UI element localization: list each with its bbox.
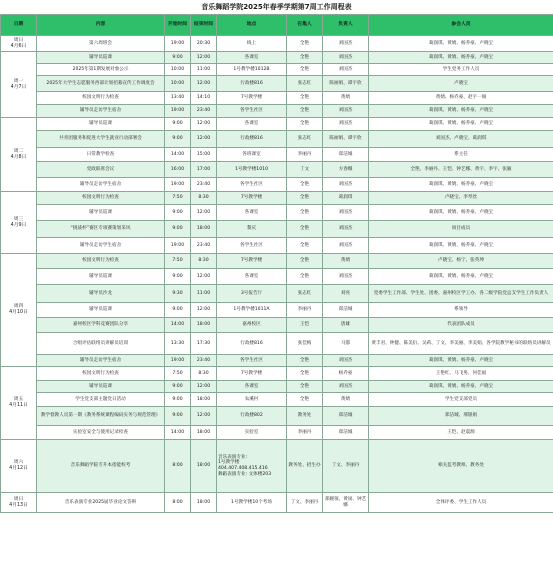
schedule-title: 音乐舞蹈学院2025年春季学期第7周工作周程表 <box>0 0 553 14</box>
event-attendees: 代表团队成员 <box>369 318 553 333</box>
event-start-time: 7:50 <box>165 192 191 205</box>
table-row <box>1 254 553 269</box>
event-location: 各课室 <box>217 118 287 131</box>
event-attendees: 葛润琪、黄婧、杨乔豪、卢晓宝 <box>369 105 553 118</box>
event-start-time: 9:00 <box>165 221 191 238</box>
event-host: 全艳 <box>287 393 323 407</box>
event-start-time: 19:00 <box>165 355 191 367</box>
event-start-time: 9:00 <box>165 393 191 407</box>
event-attendees: 系领导 <box>369 303 553 318</box>
event-end-time: 18:00 <box>191 221 217 238</box>
event-host: 全艳 <box>287 192 323 205</box>
day-date: 4月7日 <box>10 84 27 90</box>
event-start-time: 9:00 <box>165 381 191 393</box>
event-start-time: 9:00 <box>165 205 191 221</box>
table-row <box>1 76 553 92</box>
event-content: 辅导员走访学生宿舍 <box>37 178 165 192</box>
event-lead: 刘国杰 <box>323 381 369 393</box>
event-content: 辅导员巡课 <box>37 118 165 131</box>
table-row <box>1 221 553 238</box>
event-lead: 刘国杰 <box>323 238 369 254</box>
event-lead: 刘国杰 <box>323 269 369 285</box>
event-location: 7号教学楼 <box>217 92 287 105</box>
event-host: 全艳 <box>287 205 323 221</box>
table-row <box>1 118 553 131</box>
event-start-time: 10:00 <box>165 64 191 76</box>
event-attendees: 王艳红、马飞男、何佳福 <box>369 367 553 381</box>
event-host: 全艳 <box>287 221 323 238</box>
table-row <box>1 92 553 105</box>
event-attendees: 相关监考教师、教务处 <box>369 440 553 493</box>
day-cell <box>1 192 37 254</box>
event-attendees: 葛润琪、黄婧、杨乔豪、卢晓宝 <box>369 52 553 64</box>
event-attendees: 项目成员 <box>369 221 553 238</box>
event-location: 3号报告厅 <box>217 285 287 303</box>
table-row <box>1 493 553 513</box>
event-content: 合唱评估联络员讲解员培训 <box>37 333 165 355</box>
day-name: 周六 <box>13 460 24 466</box>
table-row <box>1 205 553 221</box>
table-row <box>1 192 553 205</box>
header-end-time: 结束时间 <box>191 15 217 36</box>
day-date: 4月13日 <box>9 502 28 508</box>
event-host: 李丽丹 <box>287 426 323 440</box>
event-end-time: 18:00 <box>191 318 217 333</box>
event-start-time: 8:00 <box>165 493 191 513</box>
event-lead: 黄婧 <box>323 393 369 407</box>
table-row <box>1 333 553 355</box>
table-row <box>1 131 553 148</box>
day-cell <box>1 440 37 493</box>
event-end-time: 14:10 <box>191 92 217 105</box>
event-end-time: 18:00 <box>191 440 217 493</box>
event-content: 辅导员巡课 <box>37 381 165 393</box>
table-row <box>1 393 553 407</box>
event-location: 实验室 <box>217 426 287 440</box>
event-lead: 郑婉领、黄岗、钟艺娜 <box>323 493 369 513</box>
event-host: 全艳 <box>287 269 323 285</box>
table-row <box>1 269 553 285</box>
table-row <box>1 303 553 318</box>
event-content: 实验室安全与使用记录检查 <box>37 426 165 440</box>
event-start-time: 7:50 <box>165 254 191 269</box>
event-attendees: 王恺、赵震源 <box>369 426 553 440</box>
event-host: 李丽丹 <box>287 303 323 318</box>
event-host: 丁文、李丽丹 <box>287 493 323 513</box>
day-cell <box>1 254 37 367</box>
event-content: 校园文明行为检查 <box>37 92 165 105</box>
header-date: 日期 <box>1 15 37 36</box>
event-start-time: 14:00 <box>165 148 191 162</box>
table-row <box>1 285 553 303</box>
table-row <box>1 440 553 493</box>
event-attendees: 刘国杰、卢晓宝、葛润琪 <box>369 131 553 148</box>
event-start-time: 16:00 <box>165 162 191 178</box>
table-row <box>1 162 553 178</box>
header-lead: 负责人 <box>323 15 369 36</box>
header-start-time: 开始时间 <box>165 15 191 36</box>
event-end-time: 17:00 <box>191 162 217 178</box>
event-content: 教学督教人员第一期《教务系统课程编码实务与规范管理》 <box>37 407 165 426</box>
event-host: 王恺 <box>287 318 323 333</box>
event-host: 教务处 <box>287 407 323 426</box>
event-attendees: 葛润琪、黄婧、杨乔豪、卢晓宝 <box>369 269 553 285</box>
event-content: 校园文明行为检查 <box>37 192 165 205</box>
event-location: 行政楼816 <box>217 333 287 355</box>
event-attendees: 葛润琪、黄婧、杨乔豪、卢晓宝 <box>369 355 553 367</box>
event-content: “挑战杯”赛区专项赛策划采风 <box>37 221 165 238</box>
event-host: 全艳 <box>287 52 323 64</box>
table-row <box>1 178 553 192</box>
event-end-time: 8:30 <box>191 192 217 205</box>
event-end-time: 11:00 <box>191 285 217 303</box>
header-location: 地点 <box>217 15 287 36</box>
event-attendees: 葛润琪、黄婧、杨乔豪、卢晓宝 <box>369 118 553 131</box>
event-location: 各学生社区 <box>217 238 287 254</box>
table-row <box>1 52 553 64</box>
event-attendees: 卢晓宝 <box>369 76 553 92</box>
event-end-time: 23:40 <box>191 355 217 367</box>
header-content: 内容 <box>37 15 165 36</box>
day-name: 周日 <box>13 496 24 502</box>
event-location: 行政楼816 <box>217 131 287 148</box>
event-start-time: 9:00 <box>165 407 191 426</box>
event-content: 第六周班会 <box>37 36 165 52</box>
event-lead: 刘国杰 <box>323 52 369 64</box>
event-attendees: 葛润琪、黄婧、杨乔豪、卢晓宝 <box>369 178 553 192</box>
table-row <box>1 36 553 52</box>
event-lead: 刘国杰 <box>323 36 369 52</box>
event-content: 2025年第1期发展对象公示 <box>37 64 165 76</box>
schedule-body <box>1 36 553 513</box>
event-start-time: 10:00 <box>165 76 191 92</box>
event-content: 共青团服务和促进大学生就业行动部署会 <box>37 131 165 148</box>
event-end-time: 20:30 <box>191 36 217 52</box>
event-host: 全艳 <box>287 36 323 52</box>
event-start-time: 9:00 <box>165 131 191 148</box>
table-row <box>1 367 553 381</box>
event-lead: 唐雄 <box>323 318 369 333</box>
event-location: 7号教学楼 <box>217 254 287 269</box>
event-start-time: 19:00 <box>165 36 191 52</box>
event-location: 各课室 <box>217 52 287 64</box>
event-attendees: 系主任 <box>369 148 553 162</box>
event-location: 1号教学楼1012B <box>217 64 287 76</box>
event-location: 黎庆 <box>217 221 287 238</box>
event-lead: 马都 <box>323 333 369 355</box>
event-end-time: 12:00 <box>191 118 217 131</box>
event-lead: 刘国杰 <box>323 221 369 238</box>
event-location: 各学生社区 <box>217 178 287 192</box>
day-name: 周日 <box>13 37 24 43</box>
event-content: 校园文明行为检查 <box>37 254 165 269</box>
event-attendees: 葛润琪、黄婧、杨乔豪、卢晓宝 <box>369 238 553 254</box>
event-end-time: 12:00 <box>191 269 217 285</box>
event-start-time: 7:50 <box>165 367 191 381</box>
event-lead: 郑洁城 <box>323 426 369 440</box>
event-lead: 刘国杰 <box>323 105 369 118</box>
event-content: 辅导员走访学生宿舍 <box>37 105 165 118</box>
event-end-time: 12:00 <box>191 52 217 64</box>
event-start-time: 14:00 <box>165 318 191 333</box>
table-row <box>1 318 553 333</box>
event-location: 行政楼802 <box>217 407 287 426</box>
event-end-time: 12:00 <box>191 303 217 318</box>
event-location: 音乐表演专业: 1号教学楼 404.407.408.415.416 舞蹈表演专业: 文体楼203 <box>217 440 287 493</box>
event-lead: 黄婧 <box>323 254 369 269</box>
day-cell <box>1 52 37 118</box>
event-attendees: 葛润琪、黄婧、杨乔豪、卢晓宝 <box>369 205 553 221</box>
event-lead: 丁文、李丽丹 <box>323 440 369 493</box>
table-row <box>1 238 553 254</box>
table-row <box>1 105 553 118</box>
day-date: 4月8日 <box>10 154 27 160</box>
event-content: 辅导员巡课 <box>37 269 165 285</box>
event-host: 全艳 <box>287 64 323 76</box>
day-cell <box>1 36 37 52</box>
event-start-time: 8:00 <box>165 440 191 493</box>
event-host: 张志红 <box>287 285 323 303</box>
day-date: 4月9日 <box>10 222 27 228</box>
event-end-time: 11:00 <box>191 64 217 76</box>
event-location: 1号教学楼1010 <box>217 162 287 178</box>
event-end-time: 8:30 <box>191 254 217 269</box>
day-date: 4月12日 <box>9 466 28 471</box>
event-location: 线上 <box>217 36 287 52</box>
event-host: 全艳 <box>287 381 323 393</box>
table-row <box>1 64 553 76</box>
event-host: 张志红 <box>287 131 323 148</box>
day-name: 周一 <box>13 78 24 84</box>
event-start-time: 9:00 <box>165 303 191 318</box>
event-lead: 方春娜 <box>323 162 369 178</box>
event-host: 全艳 <box>287 118 323 131</box>
event-end-time: 15:00 <box>191 148 217 162</box>
event-host: 全艳 <box>287 254 323 269</box>
event-lead: 郑洁城 <box>323 303 369 318</box>
day-name: 周三 <box>13 216 24 222</box>
event-lead: 郑洁城 <box>323 407 369 426</box>
event-content: 辅导员巡课 <box>37 303 165 318</box>
event-attendees: 党委学生工作部、学生处、团委、嘉州校区学工办、各二级学院党总支学生工作负责人 <box>369 285 553 303</box>
event-location: 各课室 <box>217 205 287 221</box>
event-lead: 刘亮 <box>323 285 369 303</box>
event-host: 李丽丹 <box>287 148 323 162</box>
event-content: 日常教学检查 <box>37 148 165 162</box>
event-location: 各课室 <box>217 269 287 285</box>
event-start-time: 9:30 <box>165 285 191 303</box>
table-row <box>1 426 553 440</box>
table-row <box>1 355 553 367</box>
event-start-time: 9:00 <box>165 118 191 131</box>
event-end-time: 12:00 <box>191 407 217 426</box>
event-content: 音乐舞蹈学院专升本指能校考 <box>37 440 165 493</box>
event-location: 行政楼816 <box>217 76 287 92</box>
event-start-time: 13:30 <box>165 333 191 355</box>
event-start-time: 13:40 <box>165 92 191 105</box>
table-row <box>1 381 553 393</box>
event-attendees: 黄丰君、钟健、陈美衍、吴莉、丁文、李美丽、李美娟、各学院教学秘书的联络员讲解员 <box>369 333 553 355</box>
event-host: 教务处、招生办 <box>287 440 323 493</box>
event-location: 1号教学楼1011A <box>217 303 287 318</box>
day-cell <box>1 367 37 440</box>
event-location: 7号教学楼 <box>217 192 287 205</box>
day-date: 4月6日 <box>10 43 27 49</box>
event-content: 辅导员沙龙 <box>37 285 165 303</box>
event-attendees: 全体评委、学生工作人员 <box>369 493 553 513</box>
event-location: 7号教学楼 <box>217 367 287 381</box>
event-host: 全艳 <box>287 178 323 192</box>
event-start-time: 19:00 <box>165 178 191 192</box>
event-location: 各课室 <box>217 381 287 393</box>
event-lead: 陈丽娟、谭宇欣 <box>323 131 369 148</box>
event-end-time: 8:30 <box>191 367 217 381</box>
event-lead: 黄婧 <box>323 92 369 105</box>
event-start-time: 9:00 <box>165 52 191 64</box>
event-location: 嘉州校区 <box>217 318 287 333</box>
event-lead: 葛润琪 <box>323 192 369 205</box>
event-attendees: 全艳、李丽丹、王恺、钟艺娜、黄宇、李宇、张颖 <box>369 162 553 178</box>
day-date: 4月11日 <box>9 403 28 408</box>
event-content: 辅导员巡课 <box>37 205 165 221</box>
day-name: 周二 <box>13 148 24 154</box>
day-date: 4月10日 <box>9 310 28 315</box>
event-end-time: 18:00 <box>191 493 217 513</box>
event-host: 全艳 <box>287 367 323 381</box>
event-start-time: 14:00 <box>165 426 191 440</box>
day-name: 周五 <box>13 397 24 403</box>
event-content: 2025年大学生志愿服务西部计划招募宣传工作调度会 <box>37 76 165 92</box>
event-attendees: 葛润琪、黄婧、杨乔豪、卢晓宝 <box>369 36 553 52</box>
event-lead: 陈丽娟、谭宇欣 <box>323 76 369 92</box>
event-host: 张志红 <box>287 76 323 92</box>
event-attendees: 郑洁城、邢银娟 <box>369 407 553 426</box>
event-end-time: 23:40 <box>191 238 217 254</box>
event-host: 全艳 <box>287 105 323 118</box>
schedule-table <box>0 14 553 513</box>
event-content: 嘉州校区学科竞赛团队分享 <box>37 318 165 333</box>
event-lead: 刘国杰 <box>323 118 369 131</box>
event-content: 学生党支部主题党日活动 <box>37 393 165 407</box>
event-content: 辅导员走访学生宿舍 <box>37 238 165 254</box>
event-content: 辅导员走访学生宿舍 <box>37 355 165 367</box>
event-location: 农溪村 <box>217 393 287 407</box>
event-host: 张佳梅 <box>287 333 323 355</box>
event-attendees: 卢晓宝、李琴丝 <box>369 192 553 205</box>
event-location: 各班课室 <box>217 148 287 162</box>
event-end-time: 12:00 <box>191 76 217 92</box>
event-lead: 刘国杰 <box>323 64 369 76</box>
event-lead: 刘国杰 <box>323 355 369 367</box>
event-content: 音乐表演专业2025届毕业论文答辩 <box>37 493 165 513</box>
event-end-time: 12:00 <box>191 205 217 221</box>
event-lead: 杨乔豪 <box>323 367 369 381</box>
header-attendees: 参会人员 <box>369 15 553 36</box>
event-content: 党政联席会议 <box>37 162 165 178</box>
event-host: 全艳 <box>287 355 323 367</box>
day-cell <box>1 493 37 513</box>
event-end-time: 18:00 <box>191 426 217 440</box>
event-end-time: 17:30 <box>191 333 217 355</box>
event-end-time: 12:00 <box>191 131 217 148</box>
event-lead: 郑洁城 <box>323 148 369 162</box>
event-start-time: 19:00 <box>165 238 191 254</box>
table-row <box>1 148 553 162</box>
event-content: 校园文明行为检查 <box>37 367 165 381</box>
day-name: 周四 <box>13 304 24 310</box>
event-attendees: 葛润琪、黄婧、杨乔豪、卢晓宝 <box>369 381 553 393</box>
table-row <box>1 407 553 426</box>
event-location: 各学生社区 <box>217 355 287 367</box>
event-attendees: 学生党务工作人员 <box>369 64 553 76</box>
event-lead: 刘国杰 <box>323 205 369 221</box>
event-host: 全艳 <box>287 92 323 105</box>
event-start-time: 19:00 <box>165 105 191 118</box>
event-host: 丁文 <box>287 162 323 178</box>
event-attendees: 卢晓宝、杨宁、张英坤 <box>369 254 553 269</box>
event-attendees: 黄婧、杨乔豪、赵宇一锡 <box>369 92 553 105</box>
event-start-time: 9:00 <box>165 269 191 285</box>
event-end-time: 18:00 <box>191 393 217 407</box>
event-location: 各学生社区 <box>217 105 287 118</box>
event-end-time: 23:40 <box>191 105 217 118</box>
event-end-time: 12:00 <box>191 381 217 393</box>
event-location: 1号教学楼10个考场 <box>217 493 287 513</box>
event-end-time: 23:40 <box>191 178 217 192</box>
event-lead: 刘国杰 <box>323 178 369 192</box>
event-attendees: 学生党支部党员 <box>369 393 553 407</box>
header-host: 召集人 <box>287 15 323 36</box>
day-cell <box>1 118 37 192</box>
event-content: 辅导员巡课 <box>37 52 165 64</box>
event-host: 全艳 <box>287 238 323 254</box>
